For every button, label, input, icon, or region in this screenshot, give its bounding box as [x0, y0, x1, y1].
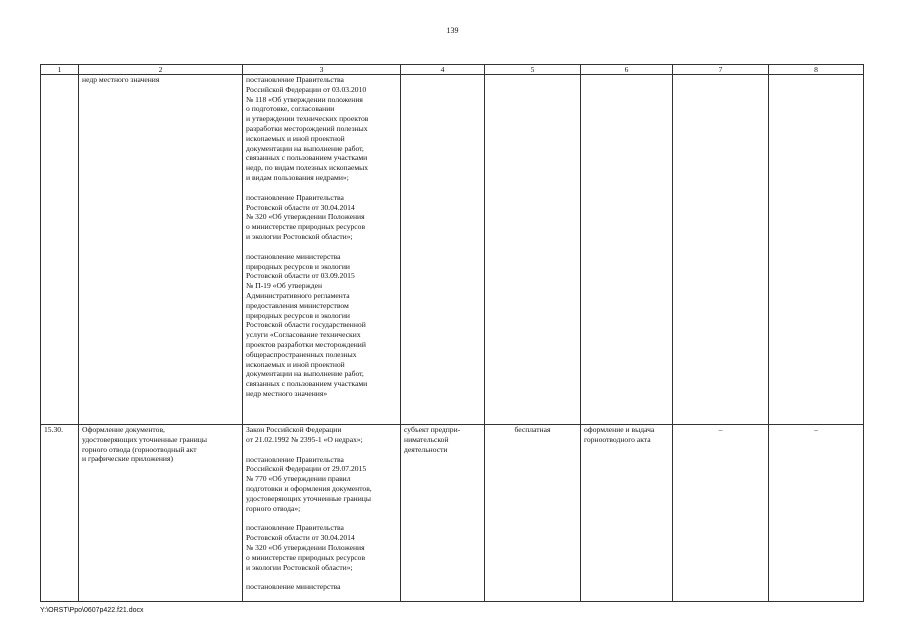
table-row: [41, 425, 864, 602]
page-number: 139: [446, 26, 459, 35]
result: оформление и выдача горноотводного акта: [581, 425, 673, 602]
row-number: [41, 75, 79, 425]
legal-act: постановление Правительства Российской Федерации от 03.03.2010 № 118 «Об утверждении положения о подготовке, согласовании и утверждении технических проектов разработки месторождений полезных ископаемых и иной проектной документации на выполнение работ, связанных с пользованием участками недр, по видам полезных ископаемых и видам пользования недрами»;: [246, 75, 369, 182]
recipient: [401, 75, 485, 425]
legal-act: постановление министерства природных ресурсов и экологии Ростовской области от 03.09.2015 № П-19 «Об утвержден Административного регламента предоставления министерством природных ресурсов и экологии Ростовской области государственной услуги «Согласование технических проектов разработки месторождений общераспространенных полезных ископаемых и иной проектной документации на выполнение работ, связанных с пользованием участками недр местного значения»: [246, 251, 368, 398]
column-number: 2: [79, 65, 243, 75]
service-name: Оформление документов, удостоверяющих уточненные границы горного отвода (горноотводный акт и графические приложения): [79, 425, 243, 602]
column-number: 4: [401, 65, 485, 75]
column-8-value: [769, 75, 864, 425]
legal-act: постановление Правительства Ростовской области от 30.04.2014 № 320 «Об утверждении Положения о министерстве природных ресурсов и экологии Ростовской области»;: [246, 192, 366, 241]
fee: бесплатная: [485, 425, 581, 602]
services-table: [40, 64, 864, 602]
legal-act: постановление Правительства Российской Федерации от 29.07.2015 № 770 «Об утверждении правил подготовки и оформления документов, удостоверяющих уточненные границы горного отвода»;: [246, 454, 372, 513]
legal-act: постановление министерства: [246, 582, 341, 592]
row-number: 15.30.: [41, 425, 79, 602]
column-number: 5: [485, 65, 581, 75]
result: [581, 75, 673, 425]
fee: [485, 75, 581, 425]
recipient: субъект предпри- нимательской деятельности: [401, 425, 485, 602]
column-number: 7: [673, 65, 769, 75]
column-7-value: [673, 75, 769, 425]
legal-act: Закон Российской Федерации от 21.02.1992 № 2395-1 «О недрах»;: [246, 425, 363, 444]
legal-act: постановление Правительства Ростовской области от 30.04.2014 № 320 «Об утверждении Положения о министерстве природных ресурсов и экологии Ростовской области»;: [246, 523, 366, 572]
column-number: 3: [243, 65, 401, 75]
column-number: 1: [41, 65, 79, 75]
legal-basis: [243, 425, 401, 602]
column-number-row: [41, 65, 864, 75]
column-7-value: –: [673, 425, 769, 602]
file-path-footer: Y:\ORST\Ppo\0607p422.f21.docx: [40, 607, 144, 614]
column-8-value: –: [769, 425, 864, 602]
service-name: недр местного значения: [79, 75, 243, 425]
table-row: [41, 75, 864, 425]
column-number: 8: [769, 65, 864, 75]
legal-basis: [243, 75, 401, 425]
column-number: 6: [581, 65, 673, 75]
